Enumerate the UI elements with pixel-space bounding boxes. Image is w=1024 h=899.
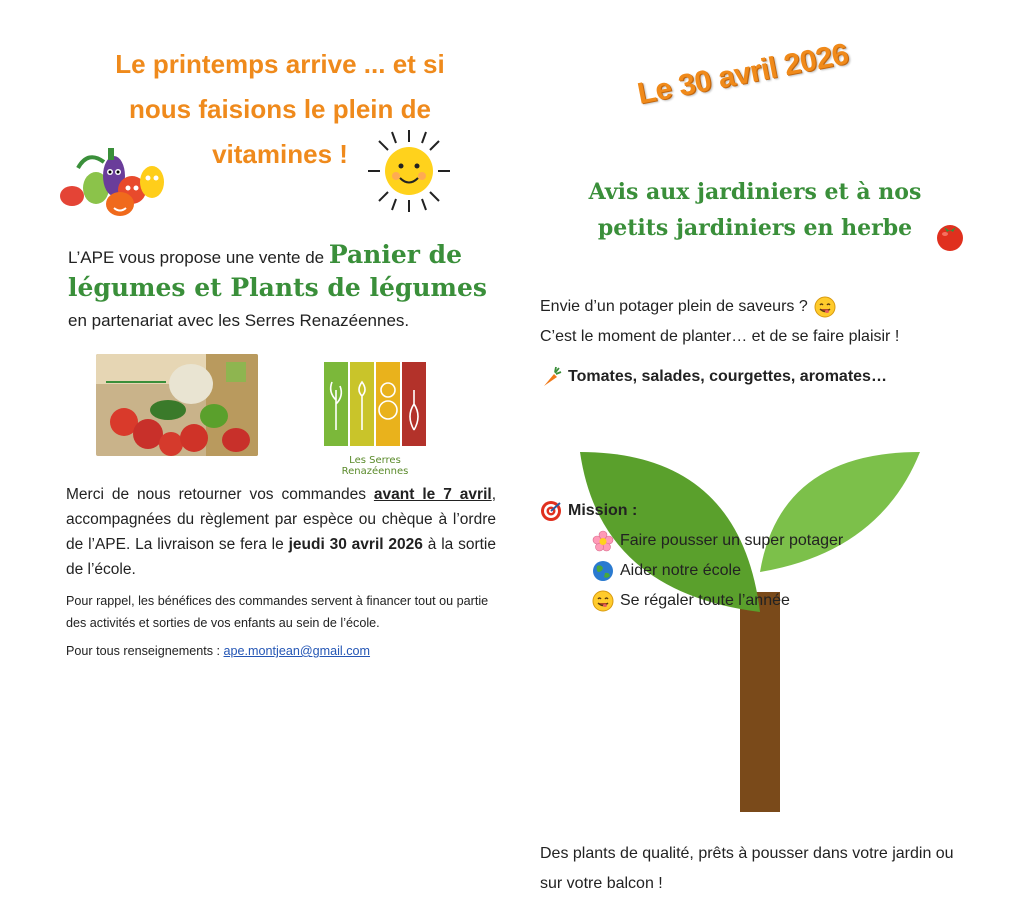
smiley-yum-icon [592, 590, 614, 612]
orders-text-2: , accompagnées du règlement par espèce ou chèque à l’ordre de l’APE. La livraison se fera le [66, 486, 496, 553]
intro-text-2: en partenariat avec les Serres Renazéennes. [68, 311, 410, 330]
produce-list-text: Tomates, salades, courgettes, aromates… [568, 368, 887, 385]
avis-heading [540, 174, 970, 246]
plants-line [540, 392, 980, 899]
mission-item-3 [540, 586, 980, 616]
intro-paragraph [68, 240, 500, 336]
reminder-paragraph: Pour rappel, les bénéfices des commandes servent à financer tout ou partie des activités et sorties de vos enfants au sein de l’école. [66, 594, 489, 630]
plants-text: Des plants de qualité, prêts à pousser dans votre jardin ou sur votre balcon ! [540, 845, 954, 892]
serres-renazeennes-logo [322, 360, 428, 477]
mission-item-2 [540, 556, 980, 586]
mission-title-row [540, 496, 980, 526]
carrot-icon [540, 366, 562, 388]
produce-list [540, 362, 980, 899]
orders-text-3: à la sortie de l’école. [66, 536, 496, 578]
contact-label: Pour tous renseignements : [66, 644, 224, 658]
sun-icon [364, 126, 454, 216]
avis-line-2: petits jardiniers en herbe [597, 215, 913, 241]
mission-item-3-text: Se régaler toute l’année [620, 592, 790, 609]
intro-highlight: Panier de légumes et Plants de légumes [68, 240, 487, 302]
smiley-yum-icon [814, 296, 836, 318]
envie-text-2: C’est le moment de planter… et de se faire plaisir ! [540, 328, 900, 345]
orders-paragraph [66, 482, 496, 582]
produce-line [540, 362, 980, 392]
envie-paragraph [540, 292, 980, 352]
earth-globe-icon [592, 560, 614, 582]
avis-line-1: Avis aux jardiniers et à nos [588, 179, 922, 205]
envie-text-1: Envie d’un potager plein de saveurs ? [540, 298, 808, 315]
contact-line [66, 640, 486, 662]
orders-text-1: Merci de nous retourner vos commandes [66, 486, 374, 503]
mission-item-1-text: Faire pousser un super potager [620, 532, 844, 549]
target-icon [540, 500, 562, 522]
vegetables-illustration [48, 128, 188, 222]
mission-item-1 [540, 526, 980, 556]
headline-line-1: Le printemps arrive ... et si [115, 49, 445, 79]
tomato-icon [934, 220, 966, 252]
vegetable-basket-photo [96, 354, 258, 456]
orders-delivery-date: jeudi 30 avril 2026 [288, 536, 423, 553]
mission-block [540, 496, 980, 616]
logo-stripes [322, 360, 428, 448]
orders-deadline: avant le 7 avril [373, 486, 492, 503]
event-date: Le 30 avril 2026 [634, 37, 851, 111]
intro-text-1: L’APE vous propose une vente de [68, 248, 329, 267]
flower-icon [592, 530, 614, 552]
envie-line-1 [540, 292, 980, 322]
mission-item-2-text: Aider notre école [620, 562, 741, 579]
mission-title: Mission : [568, 502, 638, 519]
logo-caption: Les Serres Renazéennes [341, 455, 409, 477]
contact-email-link[interactable]: ape.montjean@gmail.com [223, 644, 371, 658]
headline-line-3: vitamines ! [212, 139, 348, 169]
headline-line-2: nous faisions le plein de [129, 94, 431, 124]
